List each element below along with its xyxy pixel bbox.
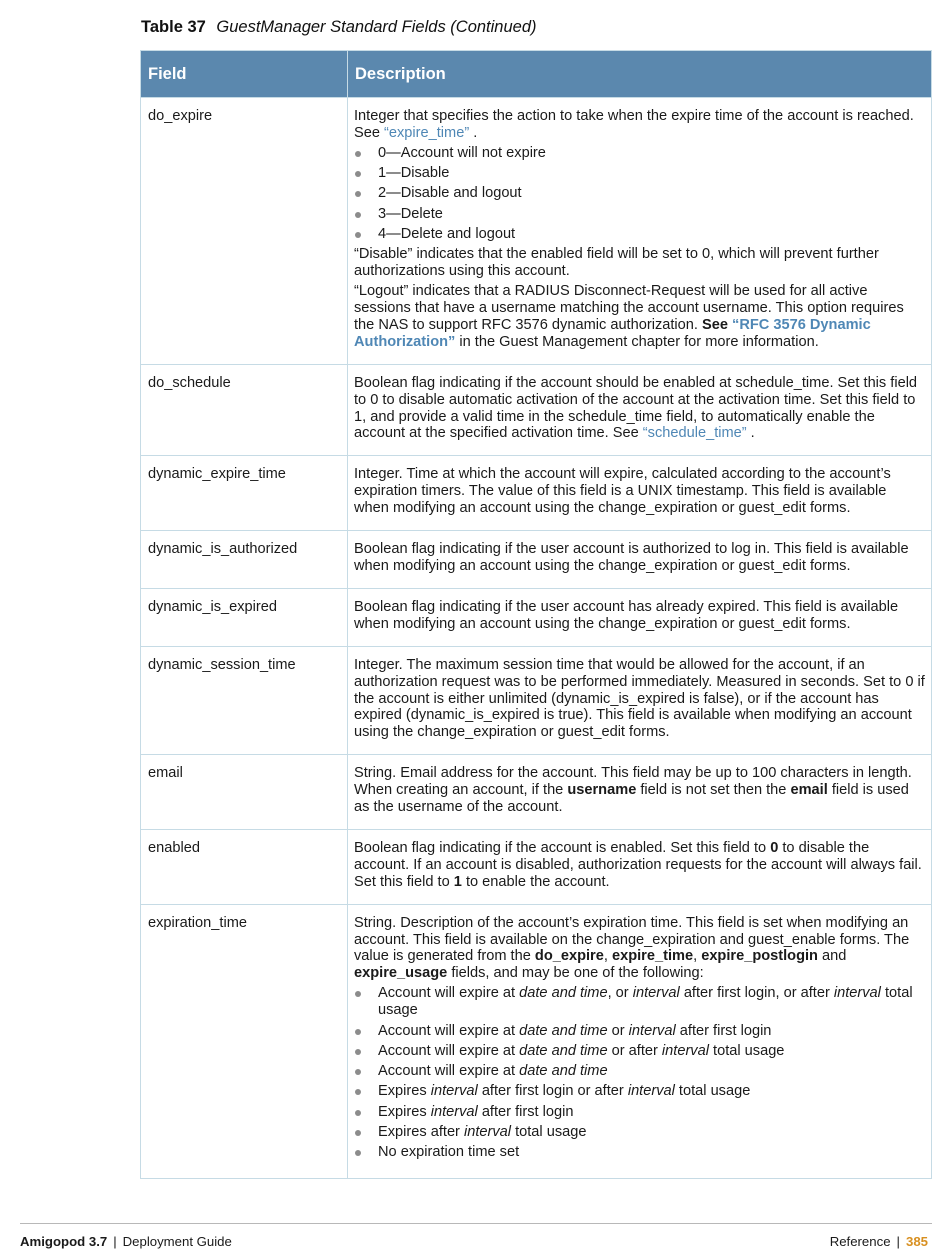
list-item: Expires interval after first login bbox=[354, 1104, 925, 1121]
field-name: do_schedule bbox=[141, 364, 348, 456]
bold-term: username bbox=[567, 782, 637, 799]
header-description: Description bbox=[348, 51, 932, 98]
bold-term: 1 bbox=[453, 873, 462, 890]
field-name: enabled bbox=[141, 829, 348, 904]
table-number: Table 37 bbox=[141, 18, 206, 36]
bold-term: do_expire bbox=[534, 948, 604, 965]
text: . bbox=[469, 124, 478, 141]
header-field: Field bbox=[141, 51, 348, 98]
footer-section: Reference bbox=[829, 1234, 891, 1249]
rfc3576-link[interactable]: “RFC 3576 Dynamic Authorization” bbox=[354, 316, 871, 350]
list-item: Account will expire at date and time or interval after first login bbox=[354, 1023, 925, 1040]
list-item: 4—Delete and logout bbox=[354, 226, 925, 243]
field-name: do_expire bbox=[141, 98, 348, 365]
footer-divider bbox=[20, 1223, 932, 1224]
field-description: Boolean flag indicating if the user account has already expired. This field is available when modifying an account using the change_expiration or guest_edit forms. bbox=[348, 588, 932, 646]
bullet-list bbox=[354, 985, 925, 1161]
text: fields, and may be one of the following: bbox=[447, 965, 704, 982]
list-item: Account will expire at date and time, or interval after first login, or after interval total usage bbox=[354, 985, 925, 1019]
footer-right bbox=[830, 1234, 928, 1249]
expire-time-link[interactable]: “expire_time” bbox=[384, 124, 470, 141]
description-paragraph bbox=[354, 108, 925, 142]
field-name: expiration_time bbox=[141, 904, 348, 1178]
table-row bbox=[141, 531, 932, 589]
bullet-list bbox=[354, 145, 925, 243]
field-description: Integer. The maximum session time that would be allowed for the account, if an authorization request was to be performed immediately. Measured in seconds. Set to 0 if the account is either unlimited (dynamic_is_expired is false), or if the account has expired (dynamic_is_expired is true). This field is available when modifying an account using the change_expiration or guest_edit forms. bbox=[348, 646, 932, 755]
field-description bbox=[348, 904, 932, 1178]
field-name: dynamic_is_expired bbox=[141, 588, 348, 646]
table-title: GuestManager Standard Fields (Continued) bbox=[216, 18, 537, 36]
list-item: 1—Disable bbox=[354, 165, 925, 182]
fields-table bbox=[140, 50, 932, 1179]
text: . bbox=[746, 425, 755, 442]
text: and bbox=[817, 948, 847, 965]
footer-separator: | bbox=[896, 1234, 900, 1249]
field-description: Boolean flag indicating if the user account is authorized to log in. This field is available when modifying an account using the change_expiration or guest_edit forms. bbox=[348, 531, 932, 589]
field-description bbox=[348, 364, 932, 456]
bold-term: expire_postlogin bbox=[701, 948, 818, 965]
footer-guide: Deployment Guide bbox=[122, 1234, 232, 1249]
description-paragraph: “Disable” indicates that the enabled field will be set to 0, which will prevent further authorizations using this account. bbox=[354, 246, 879, 280]
text: field is not set then the bbox=[636, 782, 791, 799]
schedule-time-link[interactable]: “schedule_time” bbox=[642, 425, 747, 442]
text: field is used as the username of the account. bbox=[354, 782, 909, 816]
table-row bbox=[141, 364, 932, 456]
table-row bbox=[141, 755, 932, 830]
footer-product: Amigopod 3.7 bbox=[20, 1234, 108, 1249]
table-row bbox=[141, 646, 932, 755]
text: to enable the account. bbox=[461, 873, 610, 890]
description-paragraph bbox=[354, 283, 925, 351]
text: , bbox=[603, 948, 612, 965]
page-number: 385 bbox=[905, 1234, 928, 1249]
text: Integer that specifies the action to take when the expire time of the account is reached. See bbox=[354, 108, 914, 141]
table-row bbox=[141, 829, 932, 904]
list-item: Expires interval after first login or after interval total usage bbox=[354, 1083, 925, 1100]
field-name: dynamic_is_authorized bbox=[141, 531, 348, 589]
text: Boolean flag indicating if the account should be enabled at schedule_time. Set this field to 0 to disable automatic activation of the account at the activation time. Set this field to 1, and provide a valid time in the schedule_time field, to automatically enable the account at the specified activation time. See bbox=[354, 374, 918, 442]
field-description bbox=[348, 98, 932, 365]
description-paragraph bbox=[354, 915, 925, 983]
bold-term: expire_usage bbox=[354, 965, 448, 982]
table-caption bbox=[141, 18, 537, 37]
list-item: No expiration time set bbox=[354, 1144, 925, 1161]
field-description bbox=[348, 755, 932, 830]
list-item: Expires after interval total usage bbox=[354, 1124, 925, 1141]
list-item: Account will expire at date and time bbox=[354, 1063, 925, 1080]
table-row bbox=[141, 456, 932, 531]
table-row bbox=[141, 904, 932, 1178]
bold-term: email bbox=[790, 782, 828, 799]
field-description: Integer. Time at which the account will expire, calculated according to the account’s expiration timers. The value of this field is a UNIX timestamp. This field is available when modifying an account using the change_expiration or guest_edit forms. bbox=[348, 456, 932, 531]
list-item: 0—Account will not expire bbox=[354, 145, 925, 162]
table-row bbox=[141, 588, 932, 646]
field-description bbox=[348, 829, 932, 904]
table-header-row bbox=[141, 51, 932, 98]
field-name: dynamic_expire_time bbox=[141, 456, 348, 531]
field-name: email bbox=[141, 755, 348, 830]
text: Boolean flag indicating if the account is enabled. Set this field to bbox=[354, 839, 771, 856]
list-item: 3—Delete bbox=[354, 206, 925, 223]
list-item: 2—Disable and logout bbox=[354, 185, 925, 202]
footer-left bbox=[20, 1234, 232, 1249]
text: , bbox=[693, 948, 702, 965]
see-label: See bbox=[702, 316, 728, 333]
field-name: dynamic_session_time bbox=[141, 646, 348, 755]
list-item: Account will expire at date and time or after interval total usage bbox=[354, 1043, 925, 1060]
text: in the Guest Management chapter for more information. bbox=[455, 333, 819, 350]
table-row bbox=[141, 98, 932, 365]
description-paragraph bbox=[354, 375, 925, 443]
text: String. Email address for the account. This field may be up to 100 characters in length. When creating an account, if the bbox=[354, 765, 912, 799]
footer-separator: | bbox=[113, 1234, 117, 1249]
text: “Logout” indicates that a RADIUS Disconnect-Request will be used for all active sessions that have a username matching the account username. This option requires the NAS to support RFC 3576 dynamic authorization. bbox=[354, 283, 904, 333]
bold-term: expire_time bbox=[611, 948, 694, 965]
bold-term: 0 bbox=[770, 839, 779, 856]
text: String. Description of the account’s expiration time. This field is set when modifying an account. This field is available on the change_expiration and guest_enable forms. The value is generated from the bbox=[354, 914, 910, 965]
text: to disable the account. If an account is disabled, authorization requests for the account will always fail. Set this field to bbox=[354, 839, 922, 890]
